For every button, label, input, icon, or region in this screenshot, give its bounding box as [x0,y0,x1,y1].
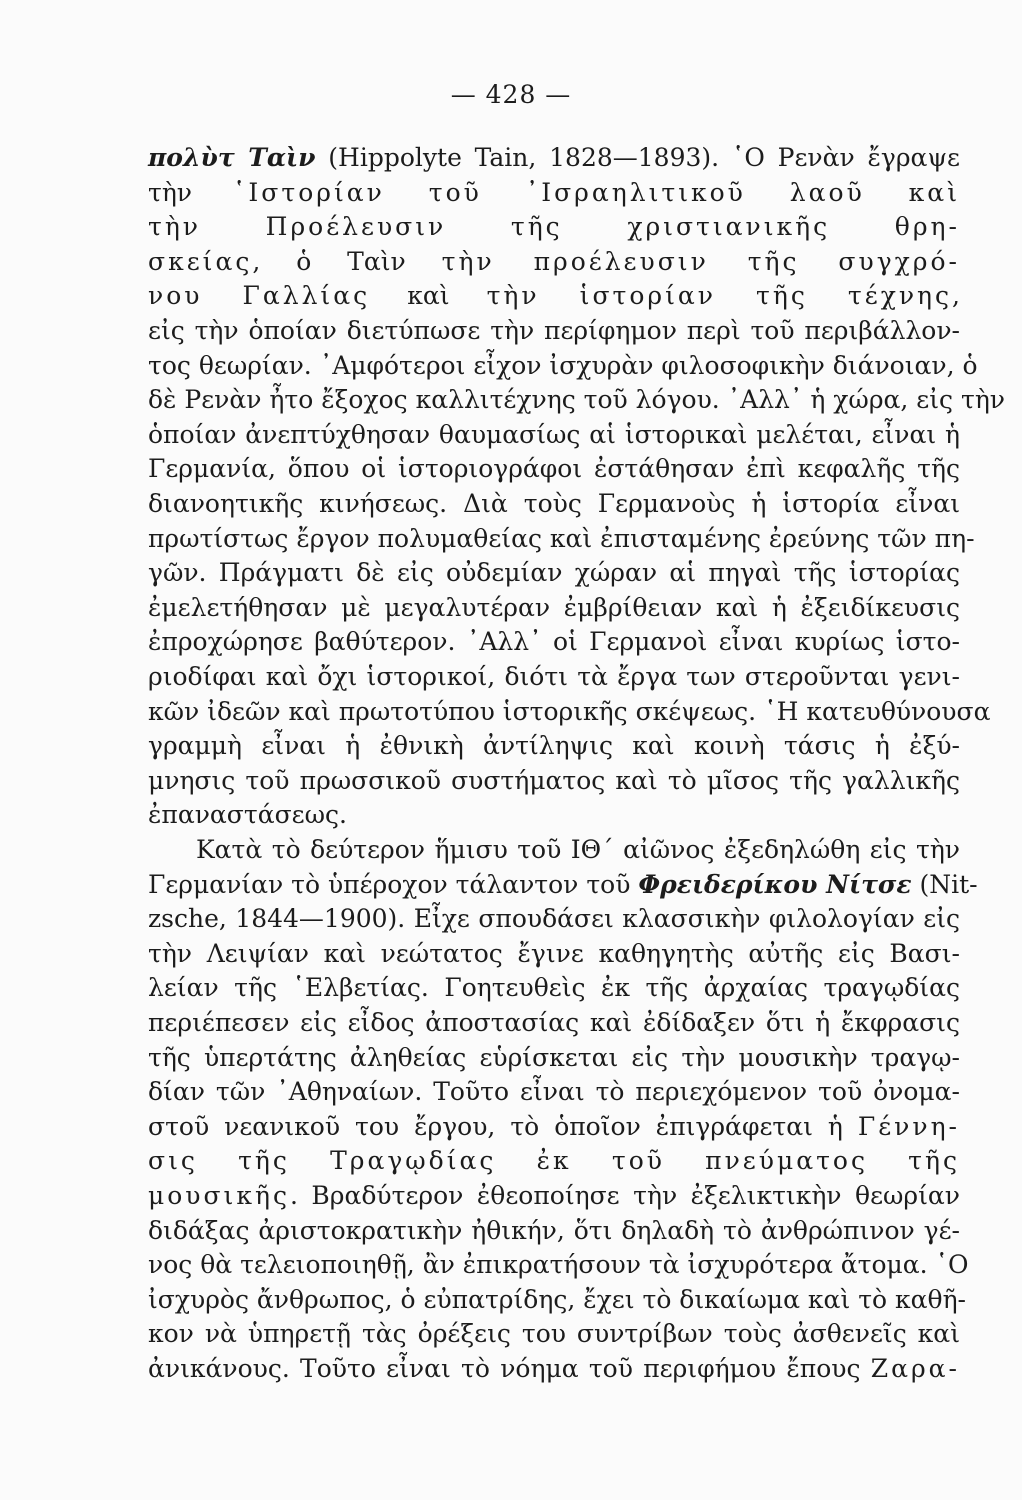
text-line: τῆς ὑπερτάτης ἀληθείας εὑρίσκεται εἰς τὴν μουσικὴν τραγῳ- [148,1042,960,1072]
text-line: κῶν ἰδεῶν καὶ πρωτοτύπου ἱστορικῆς σκέψεως. ῾Η κατευθύνουσα [148,696,991,726]
text-line: ὁποίαν ἀνεπτύχθησαν θαυμασίως αἱ ἱστορικαὶ μελέται, εἶναι ἡ [148,419,960,449]
text-line: Γερμανία, ὅπου οἱ ἱστοριογράφοι ἐστάθησαν ἐπὶ κεφαλῆς τῆς [148,454,960,484]
text-line: σκείας, ὁ Ταὶν τὴν προέλευσιν τῆς συγχρό- [148,246,960,276]
text-line: τὴν ῾Ιστορίαν τοῦ ᾿Ισραηλιτικοῦ λαοῦ καὶ [148,177,960,207]
text-line: στοῦ νεανικοῦ του ἔργου, τὸ ὁποῖον ἐπιγράφεται ἡ Γέννη- [148,1111,960,1141]
text-line: Κατὰ τὸ δεύτερον ἥμισυ τοῦ ΙΘ΄ αἰῶνος ἐξεδηλώθη εἰς τὴν [196,835,960,864]
text-line: ἰσχυρὸς ἄνθρωπος, ὁ εὐπατρίδης, ἔχει τὸ δικαίωμα καὶ τὸ καθῆ- [148,1284,967,1314]
text-line: ἐμελετήθησαν μὲ μεγαλυτέραν ἐμβρίθειαν καὶ ἡ ἐξειδίκευσις [148,592,960,622]
text-line: τὴν Προέλευσιν τῆς χριστιανικῆς θρη- [148,212,960,242]
text-line: διανοητικῆς κινήσεως. Διὰ τοὺς Γερμανοὺς ἡ ἱστορία εἶναι [148,489,960,518]
text-line: λείαν τῆς ῾Ελβετίας. Γοητευθεὶς ἐκ τῆς ἀρχαίας τραγῳδίας [148,973,960,1003]
text-line: νου Γαλλίας καὶ τὴν ἱστορίαν τῆς τέχνης, [148,281,960,311]
text-line: μνησις τοῦ πρωσσικοῦ συστήματος καὶ τὸ μῖσος τῆς γαλλικῆς [148,765,960,795]
text-line: τὴν Λειψίαν καὶ νεώτατος ἔγινε καθηγητὴς αὐτῆς εἰς Βασι- [148,938,960,968]
text-line: ἐπροχώρησε βαθύτερον. ᾿Αλλ᾿ οἱ Γερμανοὶ εἶναι κυρίως ἱστο- [148,627,960,657]
text-line: ἐπαναστάσεως. [148,800,347,830]
text-line: zsche, 1844—1900). Εἶχε σπουδάσει κλασσικὴν φιλολογίαν εἰς [148,904,960,934]
page-number: — 428 — [450,80,572,109]
text-line: σις τῆς Τραγῳδίας ἐκ τοῦ πνεύματος τῆς [148,1146,960,1176]
text-line: δίαν τῶν ᾿Αθηναίων. Τοῦτο εἶναι τὸ περιεχόμενον τοῦ ὀνομα- [148,1077,960,1107]
text-line: γραμμὴ εἶναι ἡ ἐθνικὴ ἀντίληψις καὶ κοινὴ τάσις ἡ ἐξύ- [148,731,960,761]
text-line: Γερμανίαν τὸ ὑπέροχον τάλαντον τοῦ Φρειδερίκου Νίτσε (Nit- [148,869,978,899]
text-line: εἰς τὴν ὁποίαν διετύπωσε τὴν περίφημον περὶ τοῦ περιβάλλον- [148,316,960,345]
text-line: μουσικῆς. Βραδύτερον ἐθεοποίησε τὴν ἐξελικτικὴν θεωρίαν [148,1181,960,1210]
text-line: τος θεωρίαν. ᾿Αμφότεροι εἶχον ἰσχυρὰν φιλοσοφικὴν διάνοιαν, ὁ [148,350,978,380]
text-line: δὲ Ρενὰν ἦτο ἔξοχος καλλιτέχνης τοῦ λόγου. ᾿Αλλ᾿ ἡ χώρα, εἰς τὴν [148,385,1005,415]
text-line: νος θὰ τελειοποιηθῇ, ἂν ἐπικρατήσουν τὰ ἰσχυρότερα ἄτομα. ῾Ο [148,1250,969,1280]
text-line: γῶν. Πράγματι δὲ εἰς οὐδεμίαν χώραν αἱ πηγαὶ τῆς ἱστορίας [148,558,960,588]
text-line: ριοδίφαι καὶ ὄχι ἱστορικοί, διότι τὰ ἔργα των στεροῦνται γενι- [148,662,960,691]
text-line: διδάξας ἀριστοκρατικὴν ἠθικήν, ὅτι δηλαδὴ τὸ ἀνθρώπινον γέ- [148,1215,960,1245]
text-line: ἀνικάνους. Τοῦτο εἶναι τὸ νόημα τοῦ περιφήμου ἔπους Ζαρα- [148,1354,960,1383]
text-line: κον νὰ ὑπηρετῇ τὰς ὀρέξεις του συντρίβων τοὺς ἀσθενεῖς καὶ [148,1319,960,1349]
text-line: πολὺτ Ταὶν (Hippolyte Tain, 1828—1893). ῾Ο Ρενὰν ἔγραψε [148,143,960,172]
text-line: περιέπεσεν εἰς εἶδος ἀποστασίας καὶ ἐδίδαξεν ὅτι ἡ ἔκφρασις [148,1008,960,1037]
text-line: πρωτίστως ἔργον πολυμαθείας καὶ ἐπισταμένης ἐρεύνης τῶν πη- [148,523,975,553]
